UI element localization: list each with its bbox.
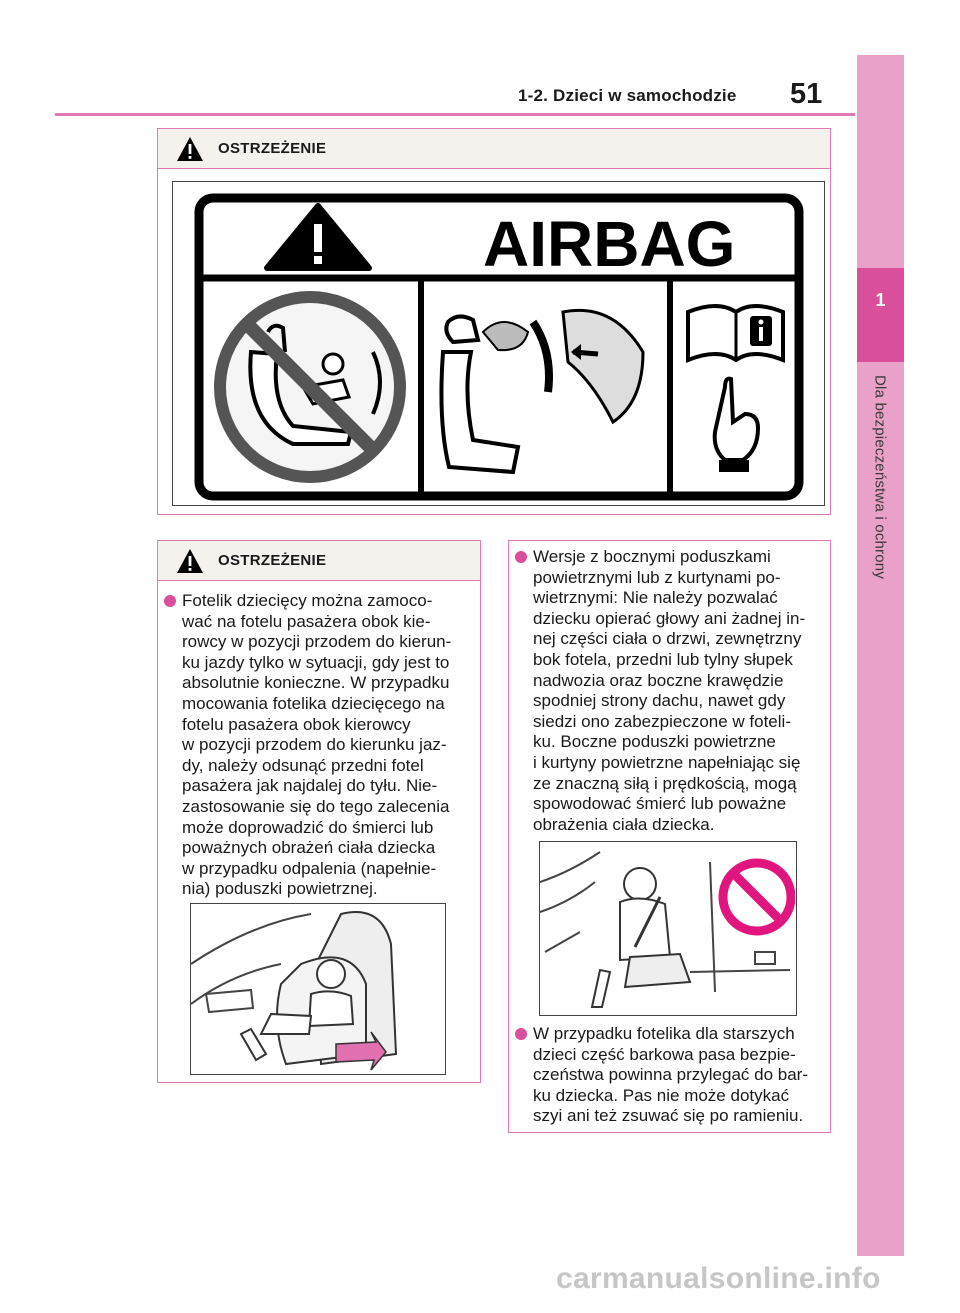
bullet-item: Fotelik dziecięcy można zamoco- wać na fotelu pasażera obok kie- rowcy w pozycji przodem do kierun- ku jazdy tylko w sytuacji, gdy jest to absolutnie konieczne. W przypadku mocowania fotelika dziecięcego na fotelu pasażera obok kierowcy w pozycji przodem do kierunku jaz- dy, należy odsunąć przedni fotel pasażera jak najdalej do tyłu. Nie- zastosowanie się do tego zalecenia może doprowadzić do śmierci lub poważnych obrażeń ciała dziecka w przypadku odpalenia (napełnie- nia) poduszki powietrznej. — [168, 591, 476, 900]
left-warning-box — [157, 540, 481, 1083]
section-title: 1-2. Dzieci w samochodzie — [518, 86, 737, 105]
header-divider — [55, 113, 855, 116]
warning-paragraph — [168, 591, 476, 900]
pointing-hand-icon — [715, 379, 758, 472]
warning-triangle-icon — [176, 136, 204, 162]
chapter-number: 1 — [875, 290, 886, 310]
warning-header — [158, 129, 830, 169]
right-info-box — [508, 540, 831, 1133]
child-seat-figure — [190, 903, 446, 1075]
bullet-item: Wersje z bocznymi poduszkami powietrznymi lub z kurtynami po- wietrznymi: Nie należy pozwalać dziecku opierać głowy ani żadnej in- nej części ciała o drzwi, zewnętrzny bok fotela, przedni lub tylny słupek nadwozia oraz boczne krawędzie spodniej strony dachu, nawet gdy siedzi ono zabezpieczone w foteli- ku. Boczne poduszki powietrzne i kurtyny powietrzne napełniając się ze znaczną siłą i prędkością, mogą spowodować śmierć lub poważne obrażenia ciała dziecka. — [519, 547, 825, 835]
chapter-tab — [857, 268, 904, 362]
airbag-label-text: AIRBAG — [483, 208, 736, 280]
no-entry-icon — [220, 297, 400, 477]
chapter-sidebar — [857, 55, 904, 1256]
airbag-label-figure — [172, 181, 825, 506]
seat-airbag-icon — [441, 310, 643, 472]
info-paragraph-1 — [519, 547, 825, 835]
manual-book-icon — [688, 306, 783, 360]
bullet-icon — [515, 551, 527, 563]
warning-header — [158, 541, 480, 581]
no-entry-icon — [723, 863, 791, 931]
bullet-icon — [515, 1028, 527, 1040]
child-seat-illustration — [191, 904, 444, 1073]
airbag-label-illustration — [173, 182, 823, 504]
chapter-title: Dla bezpieczeństwa i ochrony — [871, 375, 889, 580]
footer-watermark: carmanualsonline.info — [556, 1262, 881, 1295]
bullet-item: W przypadku fotelika dla starszych dzieci część barkowa pasa bezpie- czeństwa powinna przylegać do bar- ku dziecka. Pas nie może dotykać szyi ani też zsuwać się po ramieniu. — [519, 1024, 825, 1127]
booster-seat-figure — [539, 841, 797, 1016]
info-paragraph-2 — [519, 1024, 825, 1127]
booster-seat-illustration — [540, 842, 795, 1014]
page-number: 51 — [790, 78, 823, 110]
warning-title: OSTRZEŻENIE — [218, 140, 327, 157]
label-warning-icon — [267, 206, 369, 268]
warning-title: OSTRZEŻENIE — [218, 552, 327, 569]
bullet-icon — [164, 595, 176, 607]
warning-triangle-icon — [176, 548, 204, 574]
top-warning-box — [157, 128, 831, 515]
